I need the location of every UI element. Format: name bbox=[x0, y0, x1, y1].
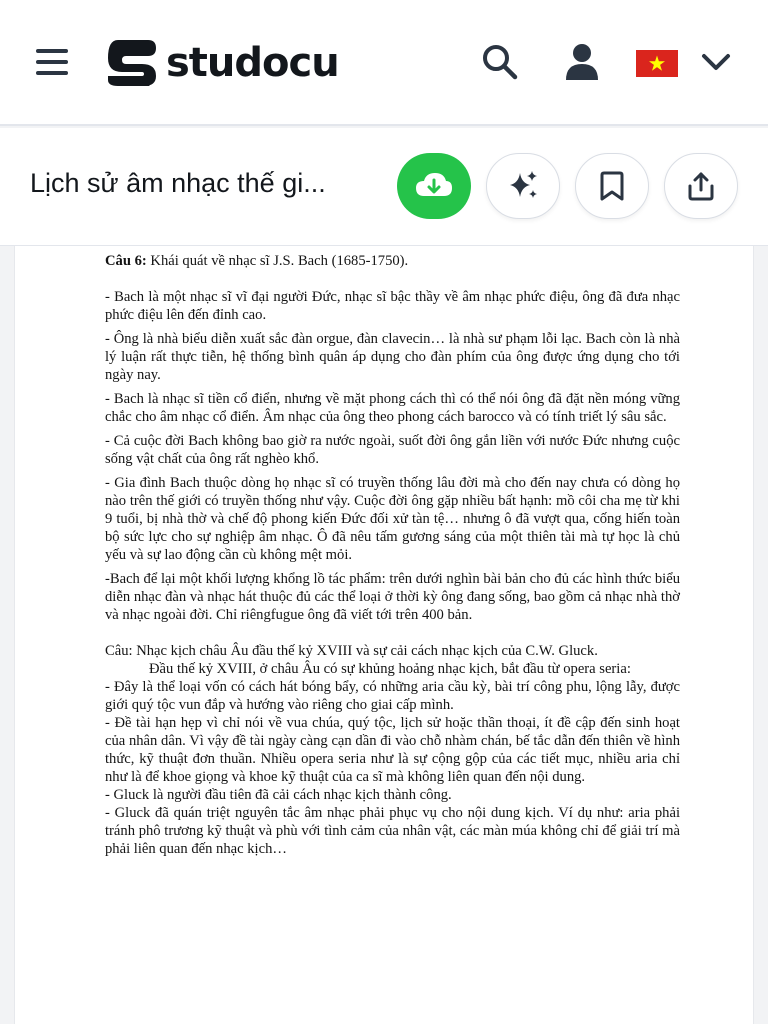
share-icon bbox=[685, 170, 717, 202]
paragraph: - Đề tài hạn hẹp vì chỉ nói về vua chúa, quý tộc, lịch sử hoặc thần thoại, ít đề cập đến sinh hoạt của nhân dân. Vì vậy đề tài ngày càng cạn dần đi vào chỗ nhàm chán, bế tắc dẫn đến thiên về hình thức, kỹ thuật đơn thuần. Nhiều opera seria như là sự cộng gộp của các tiết mục, nhiều aria chỉ như là để khoe giọng và khoe kỹ thuật của ca sĩ mà không liên quan đến nội dung. bbox=[105, 715, 680, 785]
top-navbar bbox=[0, 0, 768, 126]
studocu-logo[interactable] bbox=[104, 36, 339, 90]
question-7-heading: Câu: Nhạc kịch châu Âu đầu thế kỷ XVIII và sự cải cách nhạc kịch của C.W. Gluck. bbox=[105, 643, 598, 659]
question-6-text: Khái quát về nhạc sĩ J.S. Bach (1685-1750). bbox=[146, 253, 409, 269]
paragraph: - Đây là thể loại vốn có cách hát bóng bẩy, có những aria cầu kỳ, bài trí công phu, lộng lẫy, được giới quý tộc vun đắp và hướng vào riêng cho giai cấp mình. bbox=[105, 679, 680, 713]
paragraph: - Gluck đã quán triệt nguyên tắc âm nhạc phải phục vụ cho nội dung kịch. Ví dụ như: aria phải tránh phô trương kỹ thuật và phù với tình cảm của nhân vật, các màn múa không chỉ để giải trí mà phải liên quan đến nhạc kịch… bbox=[105, 805, 680, 857]
document-title: Lịch sử âm nhạc thế gi... bbox=[30, 168, 326, 198]
paragraph: - Bach là nhạc sĩ tiền cổ điển, nhưng về mặt phong cách thì có thể nói ông đã đặt nền móng vững chắc cho âm nhạc cổ điển. Âm nhạc của ông theo phong cách barocco và có tính triết lý sâu sắc. bbox=[105, 391, 680, 425]
menu-icon[interactable] bbox=[36, 49, 68, 75]
paragraph: - Gia đình Bach thuộc dòng họ nhạc sĩ có truyền thống lâu đời mà cho đến nay chưa có dòng họ nào trên thế giới có truyền thống như vậy. Cuộc đời ông gặp nhiều bất hạnh: mồ côi cha mẹ từ khi 9 tuổi, bị nhà thờ và chế độ phong kiến Đức đối xử tàn tệ… nhưng ô đã vượt qua, cống hiến toàn bộ sức lực cho sự nghiệp âm nhạc. Ô đã nêu tấm gương sáng của một thiên tài mà tự học là chủ yếu và sự lao động cần cù không mệt mỏi. bbox=[105, 475, 680, 563]
save-button[interactable] bbox=[575, 153, 649, 219]
search-icon[interactable] bbox=[480, 42, 520, 82]
document-page bbox=[14, 246, 754, 1024]
share-button[interactable] bbox=[664, 153, 738, 219]
user-icon[interactable] bbox=[562, 42, 602, 82]
logo-text: studocu bbox=[166, 40, 339, 86]
paragraph: - Gluck là người đầu tiên đã cải cách nhạc kịch thành công. bbox=[105, 787, 452, 803]
question-6-label: Câu 6: bbox=[105, 253, 147, 269]
bookmark-icon bbox=[597, 170, 627, 202]
question-6-heading bbox=[105, 252, 680, 270]
download-icon bbox=[414, 170, 454, 202]
paragraph: -Bach để lại một khối lượng khổng lồ tác phẩm: trên dưới nghìn bài bản cho đủ các hình thức biểu diễn nhạc đàn và nhạc hát thuộc đủ các thể loại ở thời kỳ ông đang sống, bao gồm cả nhạc nhà thờ và nhạc ngoài đời. Chỉ riêngfugue ông đã viết tới trên 400 bản. bbox=[105, 571, 680, 623]
ai-sparkle-icon bbox=[506, 169, 540, 203]
paragraph: - Bach là một nhạc sĩ vĩ đại người Đức, nhạc sĩ bậc thầy về âm nhạc phức điệu, ông đã đưa nhạc phức điệu lên đến đỉnh cao. bbox=[105, 289, 680, 323]
paragraph: - Cả cuộc đời Bach không bao giờ ra nước ngoài, suốt đời ông gắn liền với nước Đức nhưng cuộc sống vật chất của ông rất nghèo khổ. bbox=[105, 433, 680, 467]
chevron-down-icon[interactable] bbox=[696, 42, 736, 82]
download-button[interactable] bbox=[397, 153, 471, 219]
document-content bbox=[105, 252, 680, 858]
studocu-logo-icon bbox=[104, 36, 160, 90]
document-toolbar bbox=[0, 128, 768, 246]
paragraph: - Ông là nhà biểu diễn xuất sắc đàn orgue, đàn clavecin… là nhà sư phạm lỗi lạc. Bach còn là nhà lý luận rất thực tiễn, hệ thống bình quân áp dụng cho đàn phím của ông được ứng dụng cho tới ngày nay. bbox=[105, 331, 680, 383]
paragraph: Đầu thế kỷ XVIII, ở châu Âu có sự khủng hoảng nhạc kịch, bắt đầu từ opera seria: bbox=[149, 661, 631, 677]
ai-assist-button[interactable] bbox=[486, 153, 560, 219]
vietnam-flag-icon[interactable] bbox=[636, 50, 678, 77]
